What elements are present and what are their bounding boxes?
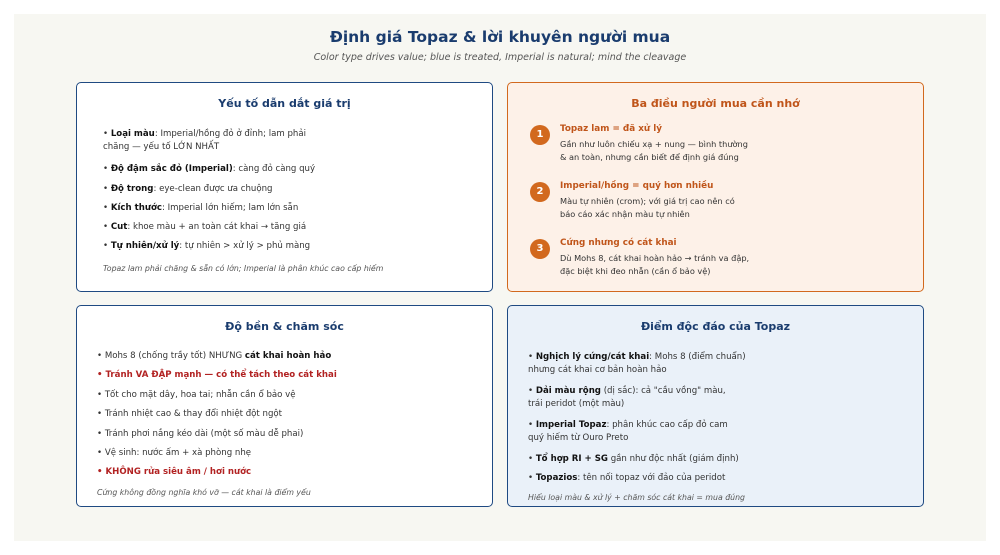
unique-item-cont: trái peridot (một màu) xyxy=(528,399,625,409)
tip-body-line: Dù Mohs 8, cát khai hoàn hảo → tránh va đập, xyxy=(560,253,750,263)
value-factors-title: Yếu tố dẫn dắt giá trị xyxy=(218,97,351,110)
unique-item: • Tổ hợp RI + SG gần như độc nhất (giám định) xyxy=(528,454,739,464)
unique-points-panel xyxy=(507,305,924,507)
unique-points-title: Điểm độc đáo của Topaz xyxy=(640,320,791,333)
unique-item-cont: quý hiếm từ Ouro Preto xyxy=(528,433,629,443)
unique-item-cont: nhưng cát khai cơ bản hoàn hảo xyxy=(528,365,667,375)
unique-item: • Dải màu rộng (dị sắc): cả "cầu vồng" màu, xyxy=(528,386,726,396)
care-item: • Vệ sinh: nước ấm + xà phòng nhẹ xyxy=(97,448,252,458)
tip-body-line: Màu tự nhiên (crom); với giá trị cao nên có xyxy=(560,196,735,206)
page-title: Định giá Topaz & lời khuyên người mua xyxy=(329,28,671,46)
unique-item: • Imperial Topaz: phân khúc cao cấp đỏ cam xyxy=(528,420,728,430)
tip-heading: Topaz lam = đã xử lý xyxy=(560,124,662,134)
buyer-tips-panel xyxy=(507,82,924,292)
tip-body-line: Gần như luôn chiếu xạ + nung — bình thường xyxy=(560,139,748,149)
durability-care-panel xyxy=(76,305,493,507)
value-factor-item: • Độ đậm sắc đỏ (Imperial): càng đỏ càng quý xyxy=(103,164,316,174)
care-warning-item: • KHÔNG rửa siêu âm / hơi nước xyxy=(97,467,252,477)
value-factor-item-cont: chăng — yếu tố LỚN NHẤT xyxy=(103,142,220,152)
tip-body-line: & an toàn, nhưng cần biết để định giá đúng xyxy=(560,152,739,162)
durability-care-title: Độ bền & chăm sóc xyxy=(225,320,344,333)
care-warning-item: • Tránh VA ĐẬP mạnh — có thể tách theo cát khai xyxy=(97,370,337,380)
tip-number-badge: 3 xyxy=(530,239,550,259)
value-factor-item: • Cut: khoe màu + an toàn cát khai → tăng giá xyxy=(103,222,307,232)
infographic-canvas xyxy=(14,14,986,541)
tip-number-badge: 2 xyxy=(530,182,550,202)
value-factors-note: Topaz lam phải chăng & sẵn có lớn; Imperial là phân khúc cao cấp hiếm xyxy=(103,264,384,273)
tip-number-badge: 1 xyxy=(530,125,550,145)
buyer-tips-title: Ba điều người mua cần nhớ xyxy=(631,97,800,110)
care-item: • Tốt cho mặt dây, hoa tai; nhẫn cần ổ bảo vệ xyxy=(97,390,296,400)
care-item: • Tránh nhiệt cao & thay đổi nhiệt đột ngột xyxy=(97,409,283,419)
value-factor-item: • Kích thước: Imperial lớn hiếm; lam lớn sẵn xyxy=(103,203,299,213)
tip-heading: Imperial/hồng = quý hơn nhiều xyxy=(560,181,714,191)
unique-note: Hiểu loại màu & xử lý + chăm sóc cát khai = mua đúng xyxy=(528,493,746,502)
value-factor-item: • Loại màu: Imperial/hồng đỏ ở đỉnh; lam phải xyxy=(103,129,307,139)
tip-body-line: báo cáo xác nhận màu tự nhiên xyxy=(560,209,690,219)
durability-note: Cứng không đồng nghĩa khó vỡ — cát khai là điểm yếu xyxy=(97,488,311,497)
unique-item: • Nghịch lý cứng/cát khai: Mohs 8 (điểm chuẩn) xyxy=(528,352,746,362)
tip-heading: Cứng nhưng có cát khai xyxy=(560,238,677,248)
unique-item: • Topazios: tên nối topaz với đảo của peridot xyxy=(528,473,726,483)
tip-body-line: đặc biệt khi đeo nhẫn (cần ổ bảo vệ) xyxy=(560,266,711,276)
value-factor-item: • Tự nhiên/xử lý: tự nhiên > xử lý > phủ màng xyxy=(103,241,311,251)
value-factor-item: • Độ trong: eye-clean được ưa chuộng xyxy=(103,184,273,194)
care-item: • Mohs 8 (chống trầy tốt) NHƯNG cát khai hoàn hảo xyxy=(97,351,332,361)
care-item: • Tránh phơi nắng kéo dài (một số màu dễ phai) xyxy=(97,429,304,439)
page-subtitle: Color type drives value; blue is treated, Imperial is natural; mind the cleavage xyxy=(313,52,687,63)
value-factors-panel xyxy=(76,82,493,292)
